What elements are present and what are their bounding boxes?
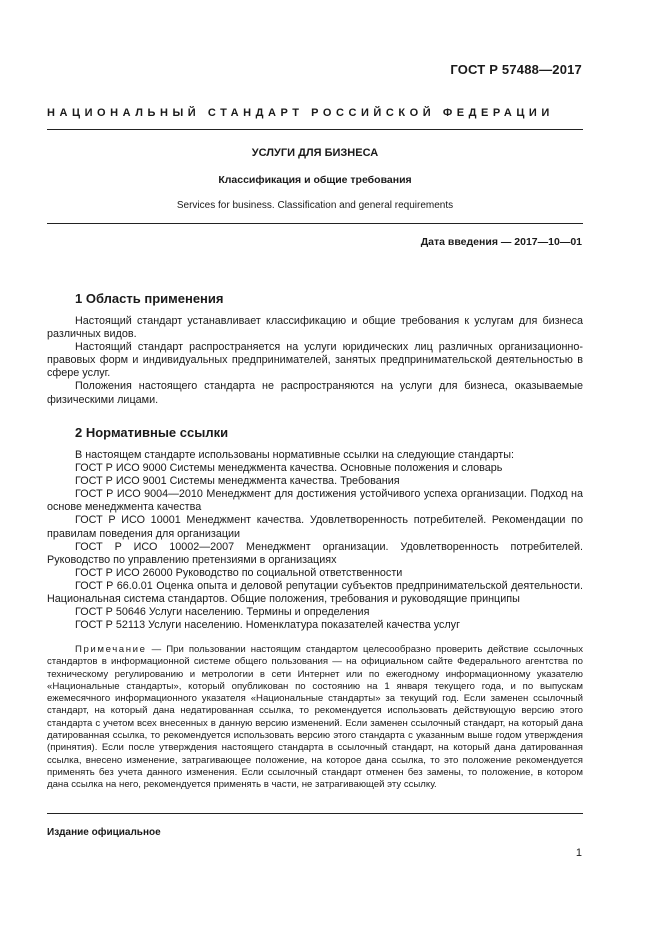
note-label: Примечание: [75, 644, 147, 655]
document-subtitle: Классификация и общие требования: [218, 174, 412, 186]
paragraph: Настоящий стандарт распространяется на услуги юридических лиц различных организационно-правовых форм и индивидуальных предпринимателей, занятых предпринимательской деятельностью в сфере услуг.: [47, 341, 583, 380]
page-number: 1: [575, 847, 582, 859]
paragraph: Положения настоящего стандарта не распространяются на услуги для бизнеса, оказываемые физическими лицами.: [47, 380, 583, 406]
section-1-heading: 1 Область применения: [75, 291, 224, 306]
reference-item: ГОСТ Р ИСО 9004—2010 Менеджмент для достижения устойчивого успеха организации. Подход на основе менеджмента качества: [47, 488, 583, 514]
reference-item: ГОСТ Р 50646 Услуги населению. Термины и определения: [75, 606, 370, 619]
standard-banner: НАЦИОНАЛЬНЫЙ СТАНДАРТ РОССИЙСКОЙ ФЕДЕРАЦИИ: [47, 107, 554, 119]
section-2-heading: 2 Нормативные ссылки: [75, 425, 229, 440]
reference-item: ГОСТ Р ИСО 10001 Менеджмент качества. Удовлетворенность потребителей. Рекомендации по правилам поведения для организации: [47, 514, 583, 540]
reference-item: ГОСТ Р ИСО 9001 Системы менеджмента качества. Требования: [75, 475, 400, 488]
divider: [47, 223, 583, 224]
divider: [47, 129, 583, 130]
paragraph: В настоящем стандарте использованы нормативные ссылки на следующие стандарты:: [75, 449, 514, 461]
section-1-body: [47, 315, 583, 407]
reference-item: ГОСТ Р ИСО 10002—2007 Менеджмент организации. Удовлетворенность потребителей. Руководство по управлению претензиями в организациях: [47, 540, 583, 566]
effective-date: Дата введения — 2017—10—01: [420, 236, 582, 248]
document-title: УСЛУГИ ДЛЯ БИЗНЕСА: [251, 147, 379, 159]
edition-label: Издание официальное: [47, 827, 161, 838]
section-2-body: [47, 449, 583, 632]
reference-item: ГОСТ Р 52113 Услуги населению. Номенклатура показателей качества услуг: [75, 619, 461, 632]
divider: [47, 813, 583, 814]
note: [47, 644, 583, 792]
english-title: Services for business. Classification and general requirements: [176, 200, 454, 211]
reference-item: ГОСТ Р ИСО 26000 Руководство по социальной ответственности: [75, 566, 403, 579]
document-code: ГОСТ Р 57488—2017: [450, 62, 582, 77]
paragraph: Настоящий стандарт устанавливает классификацию и общие требования к услугам для бизнеса различных видов.: [47, 315, 583, 341]
reference-item: ГОСТ Р 66.0.01 Оценка опыта и деловой репутации субъектов предпринимательской деятельности. Национальная система стандартов. Общие положения, требования и руководящие принципы: [47, 579, 583, 606]
reference-item: ГОСТ Р ИСО 9000 Системы менеджмента качества. Основные положения и словарь: [75, 462, 503, 475]
note-text: — При пользовании настоящим стандартом целесообразно проверить действие ссылочных стандартов в информационной системе общего пользования — на официальном сайте Федерального агентства по техническому регулированию и метрологии в сети Интернет или по ежегодному информационному указателю «Национальные стандарты», который опубликован по состоянию на 1 января текущего года, и по выпускам ежемесячного информационного указателя «Национальные стандарты» за текущий год. Если заменен ссылочный стандарт, на который дана недатированная ссылка, то рекомендуется использовать действующую версию этого стандарта с учетом всех внесенных в данную версию изменений. Если заменен ссылочный стандарт, на который дана датированная ссылка, то рекомендуется использовать версию этого стандарта с указанным выше годом утверждения (принятия). Если после утверждения настоящего стандарта в ссылочный стандарт, на который дана датированная ссылка, внесено изменение, затрагивающее положение, на которое дана ссылка, то это положение рекомендуется применять без учета данного изменения. Если ссылочный стандарт отменен без замены, то положение, в котором дана ссылка на него, рекомендуется применять в части, не затрагивающей эту ссылку.: [47, 644, 583, 791]
